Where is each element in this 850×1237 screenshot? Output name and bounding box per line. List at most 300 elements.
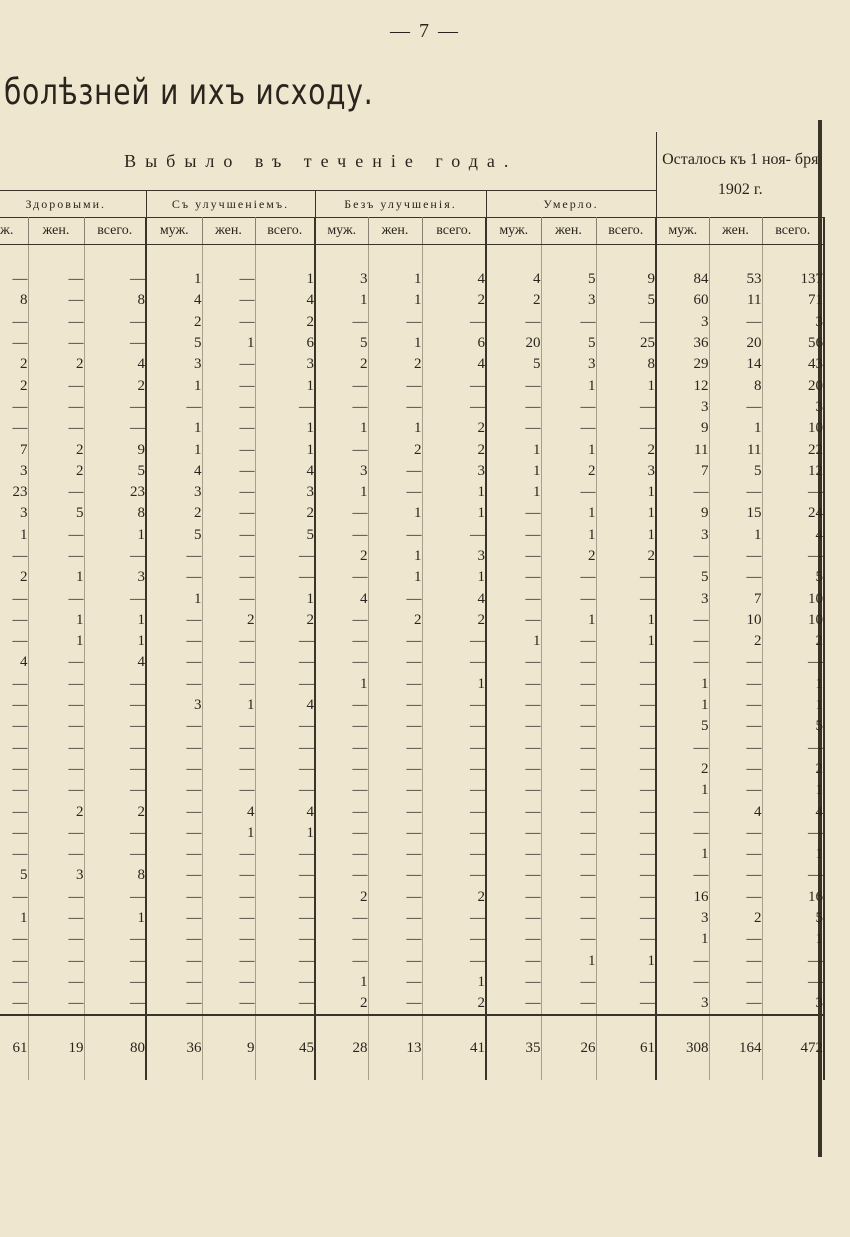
table-row [0,439,824,460]
table-cell: — [368,375,422,396]
table-cell: 3 [762,993,824,1015]
table-cell: — [146,801,202,822]
table-cell: — [596,972,656,993]
table-cell: 4 [486,269,541,290]
table-cell: 2 [422,610,486,631]
table-cell: — [146,993,202,1015]
total-cell: 80 [84,1015,146,1080]
table-cell: — [255,567,315,588]
table-cell: — [368,951,422,972]
table-cell: — [146,631,202,652]
table-cell: — [422,823,486,844]
table-cell: — [596,887,656,908]
table-cell: — [422,951,486,972]
table-cell: 8 [84,865,146,886]
table-cell: — [596,993,656,1015]
table-cell: — [28,823,84,844]
table-cell: 6 [255,333,315,354]
table-cell: — [315,631,368,652]
table-cell: — [368,823,422,844]
table-cell: — [541,418,596,439]
table-cell: 1 [368,503,422,524]
table-cell: — [422,312,486,333]
table-cell: 1 [255,375,315,396]
table-cell: — [84,312,146,333]
table-cell: — [486,993,541,1015]
table-cell: 1 [596,525,656,546]
table-cell: 3 [146,482,202,503]
table-cell: 2 [762,631,824,652]
table-cell: — [541,972,596,993]
table-cell: 1 [202,695,255,716]
table-cell: — [146,951,202,972]
column-header: всего. [255,218,315,245]
table-cell: 23 [0,482,28,503]
table-cell: — [368,929,422,950]
table-cell: — [28,759,84,780]
table-cell: — [422,716,486,737]
table-cell: — [486,695,541,716]
table-cell: 4 [84,652,146,673]
table-cell: — [368,908,422,929]
table-cell: — [315,652,368,673]
total-cell: 45 [255,1015,315,1080]
table-cell: 4 [709,801,762,822]
table-cell: — [596,674,656,695]
table-cell: — [0,951,28,972]
table-cell: 1 [315,674,368,695]
table-cell: — [422,929,486,950]
table-cell: — [596,418,656,439]
table-cell: — [202,674,255,695]
table-cell: — [422,652,486,673]
table-cell: 1 [146,588,202,609]
table-cell: — [84,588,146,609]
table-cell: — [202,759,255,780]
table-cell: 2 [709,631,762,652]
table-cell: — [422,695,486,716]
table-cell: — [28,290,84,311]
table-cell: — [709,993,762,1015]
table-cell: — [486,546,541,567]
table-cell: 1 [146,418,202,439]
table-row [0,482,824,503]
table-cell: — [486,418,541,439]
table-row [0,567,824,588]
column-header: ж. [0,218,28,245]
table-cell: 3 [541,354,596,375]
table-cell: 1 [596,503,656,524]
table-cell: — [84,759,146,780]
table-cell: — [656,546,709,567]
table-cell: 4 [315,588,368,609]
table-cell: 2 [28,461,84,482]
table-row [0,823,824,844]
table-cell: 12 [762,461,824,482]
table-cell: — [315,951,368,972]
table-cell: — [422,865,486,886]
table-cell: 2 [146,503,202,524]
table-cell: — [202,865,255,886]
table-cell: 15 [709,503,762,524]
table-cell: — [202,993,255,1015]
table-row [0,801,824,822]
table-cell: — [486,844,541,865]
table-cell: — [0,312,28,333]
table-row [0,546,824,567]
column-header: жен. [28,218,84,245]
table-cell: 1 [315,418,368,439]
table-cell: — [656,951,709,972]
table-cell: 1 [202,823,255,844]
table-cell: 5 [709,461,762,482]
table-row [0,674,824,695]
table-cell: 4 [255,290,315,311]
table-cell: 3 [255,354,315,375]
table-cell: — [315,801,368,822]
table-cell: 53 [709,269,762,290]
table-cell: — [709,738,762,759]
table-cell: 2 [255,610,315,631]
table-cell: — [596,929,656,950]
table-cell: — [0,418,28,439]
table-cell: — [202,546,255,567]
table-cell: 1 [486,461,541,482]
table-cell: — [368,801,422,822]
table-cell: — [709,780,762,801]
table-cell: 1 [84,631,146,652]
table-cell: 2 [709,908,762,929]
table-cell: — [656,823,709,844]
table-cell: 1 [422,503,486,524]
column-header: всего. [84,218,146,245]
table-cell: 4 [762,525,824,546]
table-cell: 2 [0,567,28,588]
table-cell: 1 [422,482,486,503]
table-cell: 3 [656,588,709,609]
column-header: всего. [762,218,824,245]
table-cell: 2 [656,759,709,780]
table-cell: 3 [315,269,368,290]
table-cell: — [28,887,84,908]
table-cell: — [486,738,541,759]
table-cell: — [28,482,84,503]
table-cell: 1 [315,972,368,993]
table-cell: 1 [255,823,315,844]
table-row [0,631,824,652]
table-cell: 2 [146,312,202,333]
table-cell: — [486,652,541,673]
table-cell: 22 [762,439,824,460]
table-cell: — [28,674,84,695]
table-cell: — [368,780,422,801]
table-cell: — [596,588,656,609]
table-cell: — [255,652,315,673]
table-cell: — [422,759,486,780]
table-cell: 1 [656,674,709,695]
table-cell: — [202,887,255,908]
table-cell: — [422,780,486,801]
table-cell: 1 [656,844,709,865]
table-cell: 2 [596,546,656,567]
table-cell: — [541,716,596,737]
table-cell: — [422,525,486,546]
table-cell: — [0,759,28,780]
table-cell: — [596,652,656,673]
table-cell: — [146,610,202,631]
page-heading: болѣзней и ихъ исходу. [4,72,374,113]
table-cell: — [202,567,255,588]
table-cell: — [28,546,84,567]
table-cell: — [709,844,762,865]
table-cell: — [146,674,202,695]
table-cell: 5 [541,269,596,290]
table-cell: — [0,546,28,567]
table-row [0,503,824,524]
table-cell: 60 [656,290,709,311]
table-cell: — [422,738,486,759]
table-cell: — [84,972,146,993]
table-cell: — [28,993,84,1015]
table-cell: 3 [656,993,709,1015]
table-cell: — [541,908,596,929]
table-cell: 2 [596,439,656,460]
table-cell: 1 [255,418,315,439]
table-row [0,525,824,546]
table-cell: — [541,567,596,588]
table-cell: — [28,525,84,546]
subheader-healthy: Здоровыми. [0,191,146,218]
table-cell: — [202,375,255,396]
table-row [0,844,824,865]
table-cell: — [656,652,709,673]
table-cell: — [0,631,28,652]
table-cell: — [486,823,541,844]
table-cell: — [315,567,368,588]
table-cell: 2 [422,290,486,311]
table-cell: 1 [84,525,146,546]
table-cell: 5 [486,354,541,375]
table-cell: — [541,738,596,759]
table-cell: — [202,588,255,609]
table-cell: 1 [255,269,315,290]
column-header: муж. [315,218,368,245]
table-cell: 10 [762,588,824,609]
table-cell: — [0,716,28,737]
table-cell: 1 [315,290,368,311]
table-row [0,333,824,354]
table-cell: — [486,716,541,737]
table-cell: — [368,887,422,908]
table-cell: — [709,823,762,844]
table-cell: 2 [486,290,541,311]
table-cell: — [762,972,824,993]
table-cell: — [0,674,28,695]
table-cell: 1 [368,333,422,354]
table-cell: 4 [255,461,315,482]
table-cell: — [368,482,422,503]
table-cell: 2 [28,801,84,822]
table-cell: — [541,780,596,801]
table-cell: 23 [84,482,146,503]
table-cell: 1 [762,780,824,801]
table-cell: — [28,652,84,673]
table-cell: 4 [0,652,28,673]
table-cell: — [486,525,541,546]
table-cell: — [84,418,146,439]
table-row [0,652,824,673]
table-cell: — [656,972,709,993]
table-cell: — [541,993,596,1015]
table-cell: — [84,780,146,801]
table-cell: — [422,801,486,822]
table-cell: 1 [0,525,28,546]
table-cell: — [255,759,315,780]
table-cell: 1 [368,269,422,290]
table-cell: 8 [0,290,28,311]
table-row [0,375,824,396]
table-cell: — [28,397,84,418]
table-cell: — [84,674,146,695]
table-cell: — [84,823,146,844]
table-cell: 1 [422,674,486,695]
table-cell: 1 [762,695,824,716]
table-cell: — [541,823,596,844]
table-cell: — [368,716,422,737]
table-cell: 7 [656,461,709,482]
table-cell: 6 [422,333,486,354]
table-cell: — [368,652,422,673]
table-cell: 5 [0,865,28,886]
table-cell: 10 [762,418,824,439]
table-cell: — [146,972,202,993]
table-cell: 9 [656,503,709,524]
table-cell: — [28,780,84,801]
table-cell: — [368,738,422,759]
table-cell: 2 [28,439,84,460]
table-cell: — [146,716,202,737]
table-cell: — [596,908,656,929]
table-cell: 4 [84,354,146,375]
table-cell: 5 [255,525,315,546]
table-cell: — [255,631,315,652]
table-cell: — [596,397,656,418]
table-row [0,461,824,482]
table-cell: 20 [709,333,762,354]
table-cell: — [486,780,541,801]
table-cell: 137 [762,269,824,290]
table-row [0,610,824,631]
table-cell: — [762,546,824,567]
table-cell: 4 [255,695,315,716]
table-cell: 16 [762,887,824,908]
table-cell: 3 [422,546,486,567]
table-cell: — [709,674,762,695]
table-cell: — [28,333,84,354]
table-cell: 1 [84,908,146,929]
total-cell: 13 [368,1015,422,1080]
table-cell: 3 [0,461,28,482]
table-cell: — [28,929,84,950]
table-cell: — [315,610,368,631]
table-cell: 1 [596,610,656,631]
table-cell: — [28,738,84,759]
table-cell: — [202,312,255,333]
table-cell: — [368,695,422,716]
table-cell: 8 [709,375,762,396]
table-cell: — [486,567,541,588]
table-cell: — [0,801,28,822]
table-cell: — [596,695,656,716]
table-cell: 2 [28,354,84,375]
table-cell: — [486,674,541,695]
table-row [0,397,824,418]
table-cell: 1 [486,631,541,652]
table-cell: 4 [146,290,202,311]
table-cell: — [315,823,368,844]
table-cell: — [202,844,255,865]
table-cell: 1 [541,375,596,396]
table-cell: — [146,929,202,950]
table-cell: 1 [656,929,709,950]
table-cell: — [84,993,146,1015]
table-cell: — [202,503,255,524]
table-cell: — [202,908,255,929]
table-cell: 1 [541,951,596,972]
table-cell: — [709,972,762,993]
table-cell: 9 [84,439,146,460]
table-cell: 1 [28,631,84,652]
table-cell: — [486,588,541,609]
table-cell: 1 [596,375,656,396]
table-cell: — [146,823,202,844]
table-cell: 5 [656,716,709,737]
table-cell: 2 [762,759,824,780]
totals-row [0,1015,824,1080]
table-cell: — [315,375,368,396]
table-cell: — [486,610,541,631]
table-cell: 2 [315,354,368,375]
table-body [0,245,824,1081]
table-cell: 3 [762,397,824,418]
table-cell: 16 [656,887,709,908]
table-cell: 20 [762,375,824,396]
table-cell: 1 [255,439,315,460]
table-cell: — [202,929,255,950]
table-cell: — [486,801,541,822]
table-cell: 3 [656,908,709,929]
table-cell: — [596,865,656,886]
table-cell: — [486,887,541,908]
table-cell: — [762,951,824,972]
table-cell: — [202,439,255,460]
table-cell: — [28,716,84,737]
table-cell: 11 [709,290,762,311]
table-row [0,908,824,929]
table-cell: — [368,865,422,886]
table-cell: 1 [596,951,656,972]
column-header: жен. [368,218,422,245]
table-row [0,780,824,801]
table-cell: 8 [84,290,146,311]
table-cell: 2 [0,375,28,396]
table-cell: 4 [762,801,824,822]
table-cell: 1 [596,631,656,652]
table-cell: — [422,908,486,929]
table-cell: — [709,951,762,972]
table-cell: — [709,397,762,418]
table-cell: — [656,610,709,631]
